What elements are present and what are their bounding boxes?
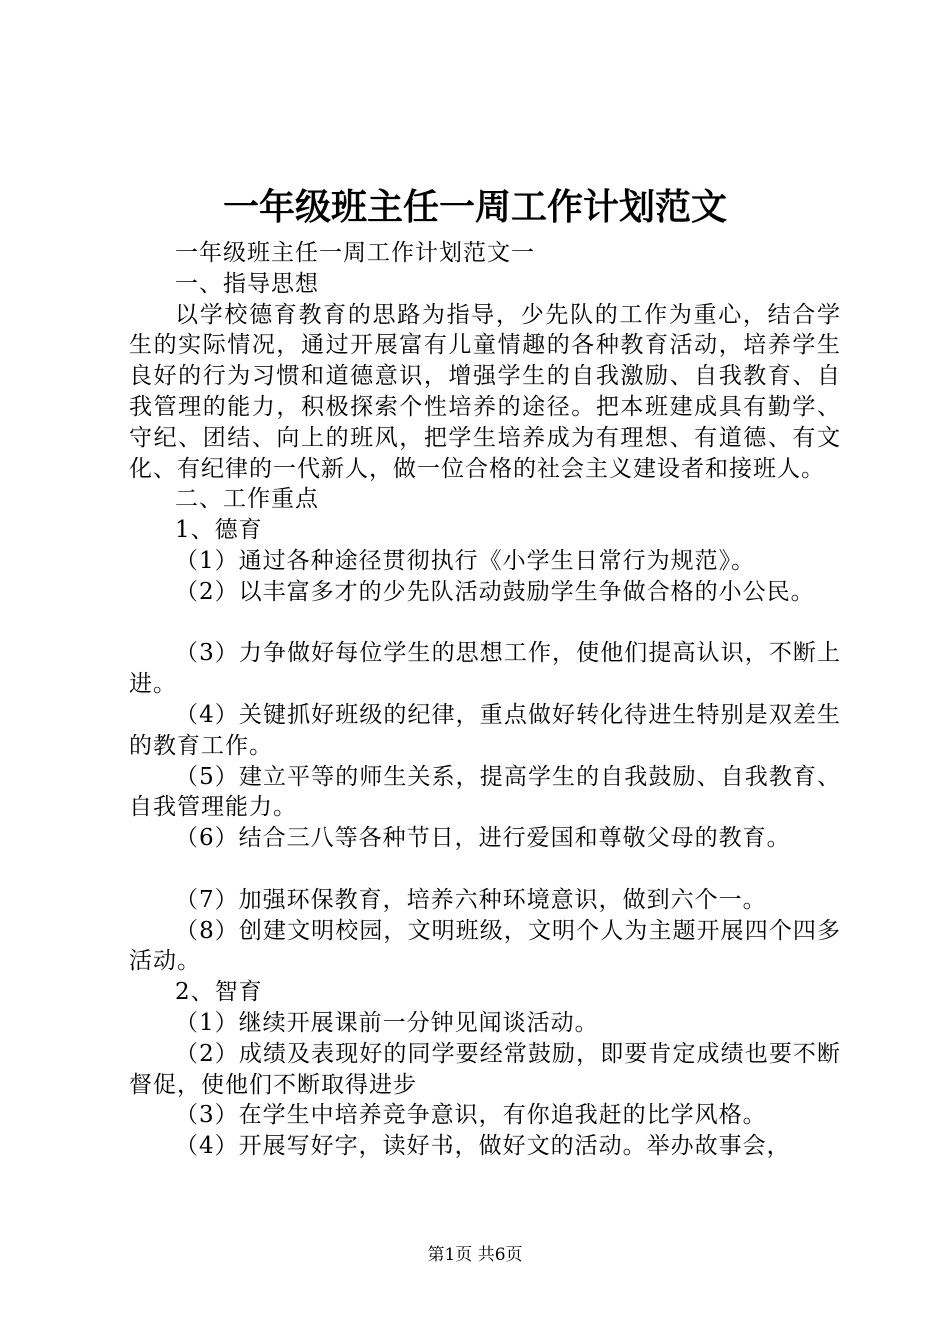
paragraph: （7）加强环保教育，培养六种环境意识，做到六个一。	[175, 886, 767, 913]
paragraph: 2、智育	[175, 979, 263, 1006]
paragraph: 一年级班主任一周工作计划范文一	[175, 240, 535, 266]
blank-line	[129, 608, 841, 639]
paragraph: （4）关键抓好班级的纪律，重点做好转化待进生特别是双差生的教育工作。	[129, 701, 841, 759]
paragraph: 一、指导思想	[175, 270, 319, 297]
blank-line	[129, 854, 841, 885]
paragraph: （2）成绩及表现好的同学要经常鼓励，即要肯定成绩也要不断督促，使他们不断取得进步	[129, 1040, 841, 1098]
document-body	[129, 238, 841, 1162]
paragraph: （8）创建文明校园，文明班级，文明个人为主题开展四个四多活动。	[129, 917, 841, 975]
page-footer: 第1页 共6页	[427, 1245, 523, 1265]
paragraph: （2）以丰富多才的少先队活动鼓励学生争做合格的小公民。	[175, 578, 815, 605]
paragraph: （1）通过各种途径贯彻执行《小学生日常行为规范》。	[175, 547, 756, 574]
paragraph: （1）继续开展课前一分钟见闻谈活动。	[175, 1009, 599, 1036]
paragraph: （4）开展写好字，读好书，做好文的活动。举办故事会，	[175, 1133, 791, 1160]
paragraph: （3）在学生中培养竞争意识，有你追我赶的比学风格。	[175, 1102, 767, 1129]
paragraph: 二、工作重点	[175, 486, 319, 513]
paragraph: 以学校德育教育的思路为指导，少先队的工作为重心，结合学生的实际情况，通过开展富有儿童情趣的各种教育活动，培养学生良好的行为习惯和道德意识，增强学生的自我激励、自我教育、自我管理的能力，积极探索个性培养的途径。把本班建成具有勤学、守纪、团结、向上的班风，把学生培养成为有理想、有道德、有文化、有纪律的一代新人，做一位合格的社会主义建设者和接班人。	[129, 301, 841, 482]
document-title: 一年级班主任一周工作计划范文	[222, 186, 727, 228]
paragraph: （6）结合三八等各种节日，进行爱国和尊敬父母的教育。	[175, 825, 791, 852]
paragraph: （3）力争做好每位学生的思想工作，使他们提高认识，不断上进。	[129, 640, 841, 698]
paragraph: （5）建立平等的师生关系，提高学生的自我鼓励、自我教育、自我管理能力。	[129, 763, 841, 821]
paragraph: 1、德育	[175, 517, 263, 544]
